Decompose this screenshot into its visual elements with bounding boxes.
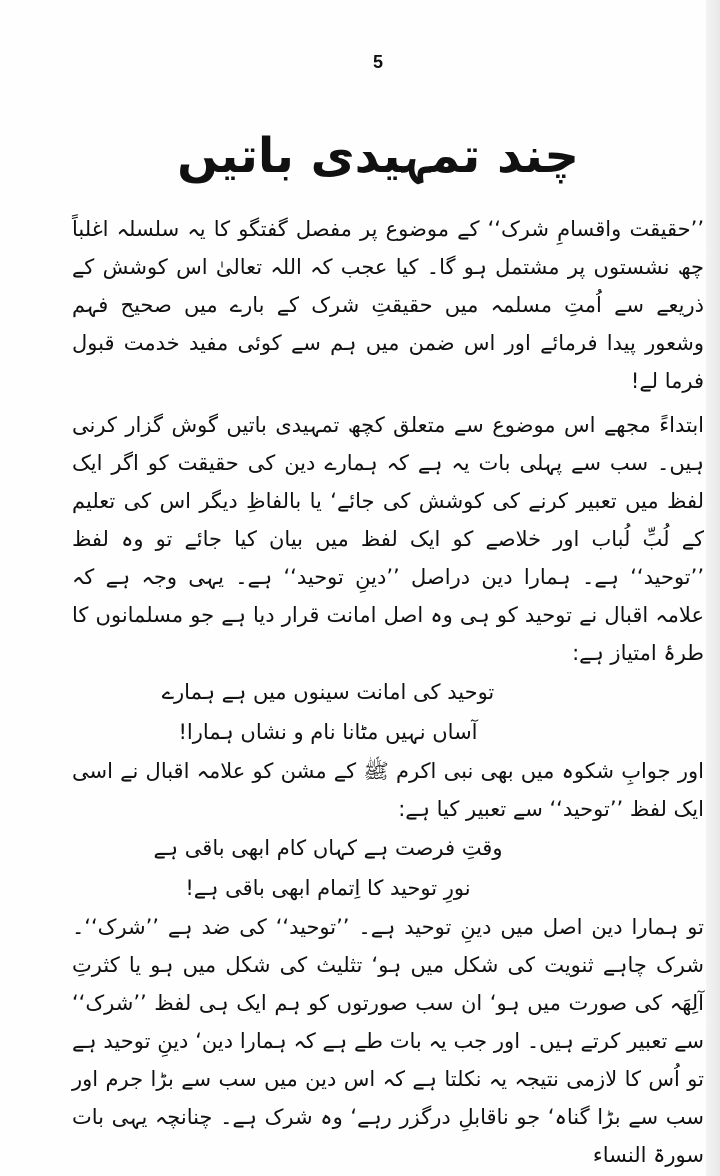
page-number: 5 bbox=[372, 52, 383, 72]
paragraph-4: تو ہمارا دین اصل میں دینِ توحید ہے۔ ’’توحید‘‘ کی ضد ہے ’’شرک‘‘۔ شرک چاہے ثنویت کی شکل میں ہو‘ تثلیث کی شکل میں ہو یا کثرتِ آلِھَہ کی صورت میں ہو‘ ان سب صورتوں کو ہم ایک ہی لفظ ’’شرک‘‘ سے تعبیر کرتے ہیں۔ اور جب یہ بات طے ہے کہ ہمارا دین‘ دینِ توحید ہے تو اُس کا لازمی نتیجہ یہ نکلتا ہے کہ اس دین میں سب سے بڑا جرم اور سب سے بڑا گناہ‘ جو ناقابلِ درگزر رہے‘ وہ شرک ہے۔ چنانچہ یہی بات سورۃ النساء bbox=[72, 915, 704, 1167]
verse-block-2 bbox=[72, 828, 704, 908]
verse-line: آساں نہیں مٹانا نام و نشاں ہمارا! bbox=[178, 720, 478, 744]
verse-block-1 bbox=[72, 672, 704, 752]
paragraph-1: ’’حقیقت واقسامِ شرک‘‘ کے موضوع پر مفصل گفتگو کا یہ سلسلہ اغلباً چھ نشستوں پر مشتمل ہو گا۔ کیا عجب کہ اللہ تعالیٰ اس کوشش کے ذریعے سے اُمتِ مسلمہ میں حقیقتِ شرک کے بارے میں صحیح فہم وشعور پیدا فرمائے اور اس ضمن میں ہم سے کوئی مفید خدمت قبول فرما لے! bbox=[72, 217, 704, 393]
page-title: چند تمہیدی باتیں bbox=[177, 128, 579, 184]
paragraph-3: اور جوابِ شکوہ میں بھی نبی اکرم ﷺ کے مشن کو علامہ اقبال نے اسی ایک لفظ ’’توحید‘‘ سے تعبیر کیا ہے: bbox=[72, 759, 704, 821]
verse-line: توحید کی امانت سینوں میں ہے ہمارے bbox=[161, 680, 495, 704]
verse-line: وقتِ فرصت ہے کہاں کام ابھی باقی ہے bbox=[153, 836, 503, 860]
paragraph-2: ابتداءً مجھے اس موضوع سے متعلق کچھ تمہیدی باتیں گوش گزار کرنی ہیں۔ سب سے پہلی بات یہ ہے کہ ہمارے دین کی حقیقت کو اگر ایک لفظ میں تعبیر کرنے کی کوشش کی جائے‘ یا بالفاظِ دیگر اس کی تعلیم کے لُبِّ لُباب اور خلاصے کو ایک لفظ میں بیان کیا جائے تو وہ لفظ ’’توحید‘‘ ہے۔ ہمارا دین دراصل ’’دینِ توحید‘‘ ہے۔ یہی وجہ ہے کہ علامہ اقبال نے توحید کو ہی وہ اصل امانت قرار دیا ہے جو مسلمانوں کا طرۂ امتیاز ہے: bbox=[72, 413, 704, 665]
body-text bbox=[72, 210, 704, 1174]
verse-line: نورِ توحید کا اِتمام ابھی باقی ہے! bbox=[185, 876, 471, 900]
